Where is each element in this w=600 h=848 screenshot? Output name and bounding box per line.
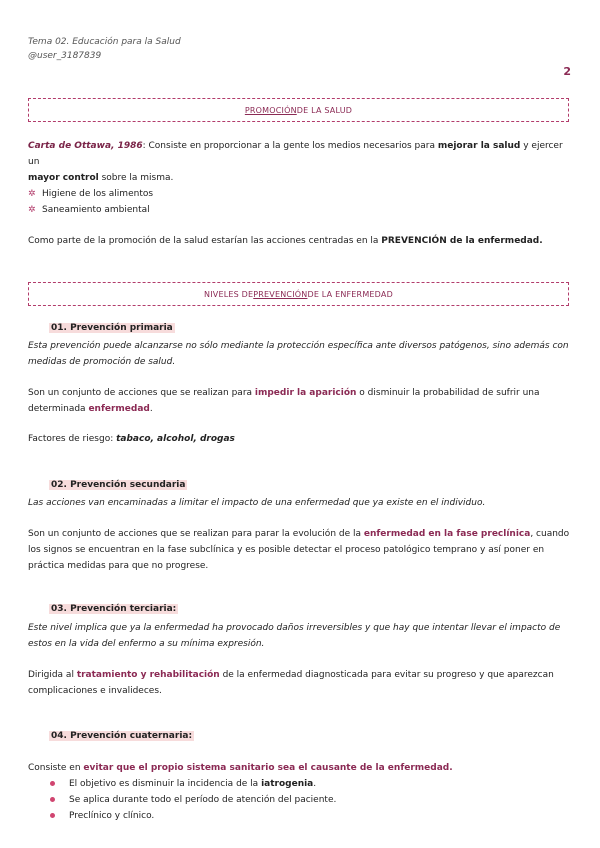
- footer-text: Como parte de la promoción de la salud estarían las acciones centradas en la: [28, 236, 382, 246]
- carta-ottawa-paragraph: [28, 138, 572, 186]
- factores-label: Factores de riesgo:: [28, 434, 117, 444]
- header-doc-title: Tema 02. Educación para la Salud: [28, 37, 181, 47]
- carta-text-2: y ejercer un: [28, 141, 563, 167]
- secundaria-text-1: Son un conjunto de acciones que se realizan para parar la evolución de la: [28, 529, 364, 539]
- secundaria-bold: enfermedad en la fase preclínica: [363, 529, 531, 539]
- heading-prevencion-terciaria: [47, 604, 180, 614]
- asterisk-bullet-icon: ✲: [28, 189, 36, 199]
- primaria-bold-enfermedad: enfermedad: [88, 404, 150, 414]
- section-title-promocion: [28, 98, 569, 122]
- terciaria-bold: tratamiento y rehabilitación: [76, 670, 220, 680]
- promocion-footer-paragraph: [28, 233, 572, 249]
- list-item-label: Higiene de los alimentos: [42, 189, 154, 199]
- terciaria-line-2: complicaciones e invalideces.: [28, 686, 162, 696]
- cuaternaria-bold: evitar que el propio sistema sanitario sea el causante de la enfermedad.: [83, 763, 453, 773]
- cuaternaria-paragraph: [28, 760, 572, 776]
- secundaria-line-2: los signos se encuentran en la fase subclínica y es posible detectar el proceso patológico temprano y así poner en: [28, 545, 545, 555]
- page-number: 2: [563, 65, 571, 78]
- list-item: [28, 808, 154, 824]
- primaria-text-2: o disminuir la probabilidad de sufrir una: [356, 388, 540, 398]
- bullet-bold: iatrogenia: [261, 779, 314, 789]
- primaria-bold-impedir: impedir la aparición: [254, 388, 357, 398]
- list-item: [28, 792, 336, 808]
- bullet-end: .: [313, 779, 317, 789]
- title-niveles-part2: PREVENCIÓN: [253, 289, 308, 299]
- carta-text-1: : Consiste en proporcionar a la gente los medios necesarios para: [142, 141, 438, 151]
- heading-text: 04. Prevención cuaternaria:: [51, 731, 193, 741]
- carta-ottawa-label: Carta de Ottawa, 1986: [28, 141, 143, 151]
- primaria-paragraph: [28, 385, 572, 417]
- list-item: [28, 776, 316, 792]
- factores-riesgo: [28, 431, 572, 447]
- bullet-text: Preclínico y clínico.: [69, 811, 155, 821]
- asterisk-bullet-icon: ✲: [28, 205, 36, 215]
- title-promocion-word: PROMOCIÓN: [244, 105, 297, 115]
- title-promocion-rest: DE LA SALUD: [296, 105, 353, 115]
- bullet-dot-icon: [50, 781, 55, 786]
- section-title-niveles: [28, 282, 569, 306]
- factores-value: tabaco, alcohol, drogas: [116, 434, 235, 444]
- terciaria-paragraph: [28, 667, 572, 699]
- heading-prevencion-primaria: [47, 323, 177, 333]
- primaria-text-3: determinada: [28, 404, 89, 414]
- primaria-text-4: .: [149, 404, 153, 414]
- primaria-text-1: Son un conjunto de acciones que se realizan para: [28, 388, 255, 398]
- carta-text-3: sobre la misma.: [98, 173, 174, 183]
- primaria-italic-desc: Esta prevención puede alcanzarse no sólo mediante la protección específica ante diversos patógenos, sino además con medidas de promoción de salud.: [28, 341, 569, 367]
- heading-text: 01. Prevención primaria: [51, 323, 173, 333]
- list-item: [28, 186, 153, 202]
- secundaria-line-3: práctica medidas para que no progrese.: [28, 561, 209, 571]
- footer-bold: PREVENCIÓN de la enfermedad.: [381, 236, 543, 246]
- heading-prevencion-cuaternaria: [47, 731, 196, 741]
- header-username: @user_3187839: [28, 51, 102, 61]
- terciaria-text-2: de la enfermedad diagnosticada para evitar su progreso y que aparezcan: [219, 670, 554, 680]
- heading-text: 02. Prevención secundaria: [51, 480, 186, 490]
- heading-text: 03. Prevención terciaria:: [51, 604, 177, 614]
- list-item: [28, 202, 150, 218]
- bullet-dot-icon: [50, 797, 55, 802]
- carta-bold-control: mayor control: [28, 173, 99, 183]
- terciaria-italic-desc: Este nivel implica que ya la enfermedad ha provocado daños irreversibles y que hay que intentar llevar el impacto de estos en la vida del enfermo a su mínima expresión.: [28, 623, 561, 649]
- title-niveles-part3: DE LA ENFERMEDAD: [307, 289, 393, 299]
- secundaria-italic-desc: Las acciones van encaminadas a limitar el impacto de una enfermedad que ya existe en el individuo.: [28, 498, 486, 508]
- terciaria-text-1: Dirigida al: [28, 670, 77, 680]
- carta-bold-mejorar: mejorar la salud: [437, 141, 521, 151]
- secundaria-text-2: , cuando: [530, 529, 570, 539]
- title-niveles-part1: NIVELES DE: [204, 289, 254, 299]
- bullet-text: El objetivo es disminuir la incidencia de la: [69, 779, 262, 789]
- list-item-label: Saneamiento ambiental: [42, 205, 150, 215]
- cuaternaria-text-1: Consiste en: [28, 763, 84, 773]
- secundaria-paragraph: [28, 526, 572, 574]
- bullet-dot-icon: [50, 813, 55, 818]
- bullet-text: Se aplica durante todo el período de atención del paciente.: [69, 795, 337, 805]
- heading-prevencion-secundaria: [47, 480, 189, 490]
